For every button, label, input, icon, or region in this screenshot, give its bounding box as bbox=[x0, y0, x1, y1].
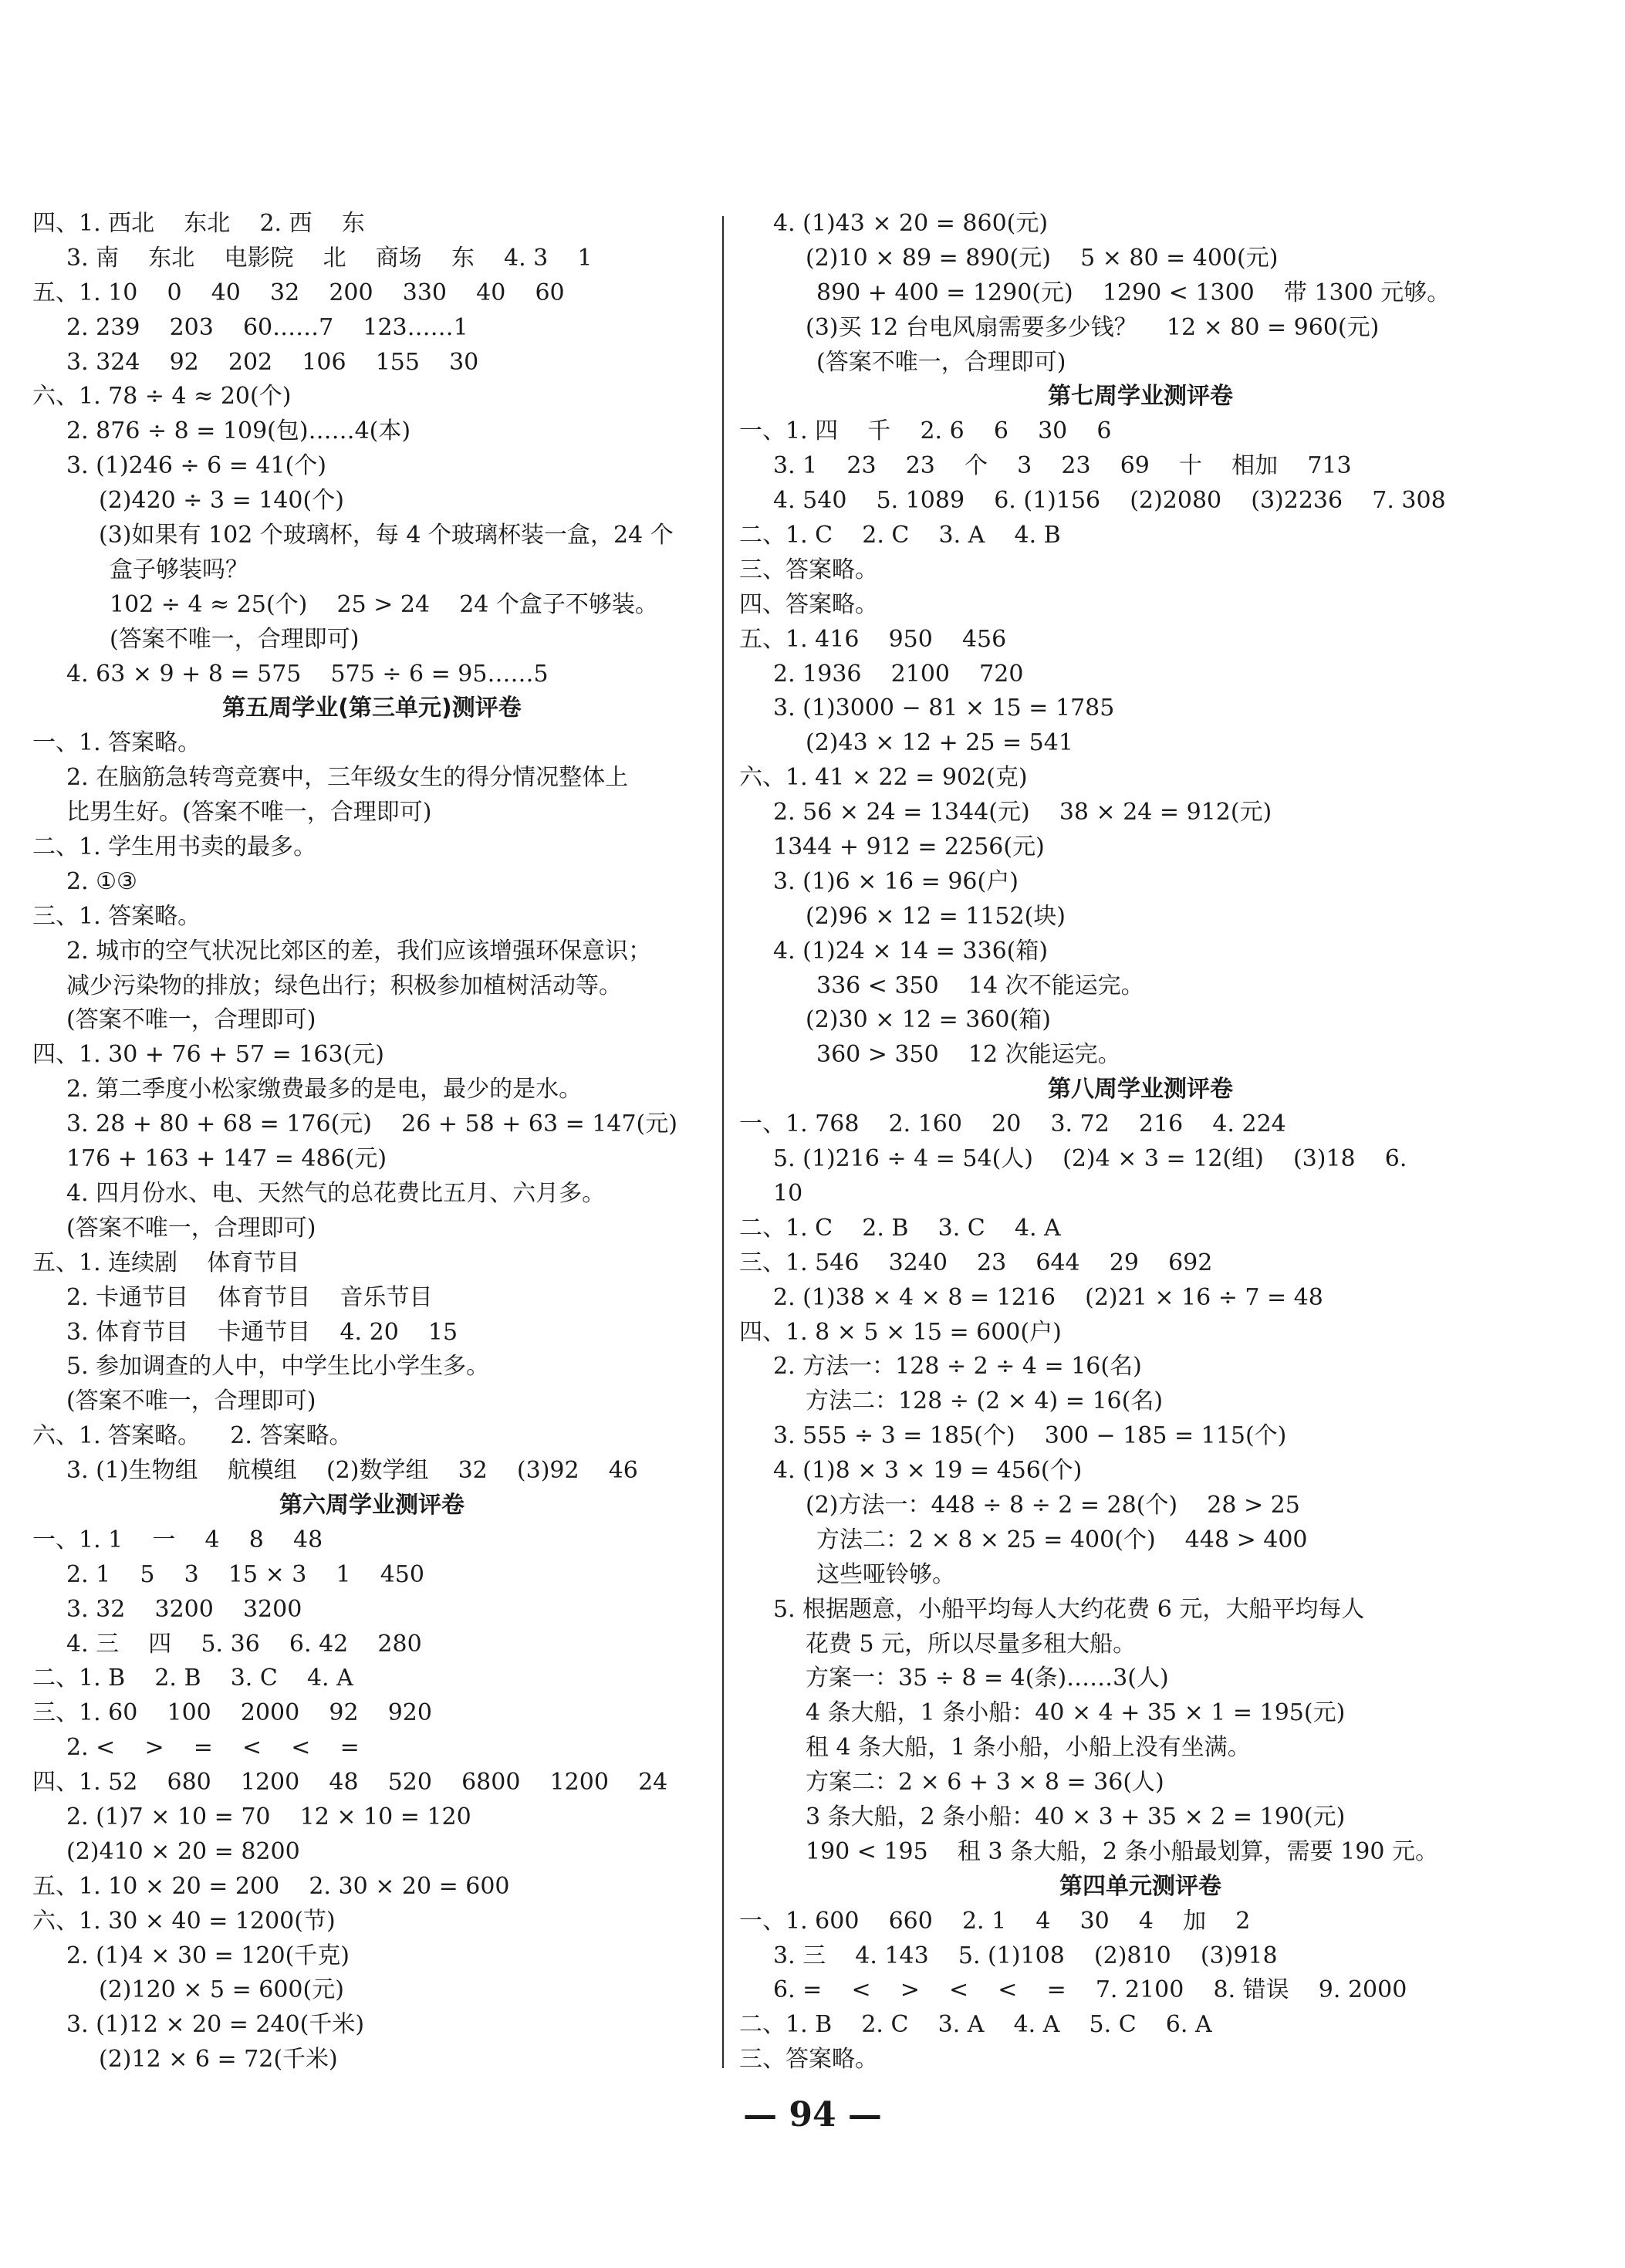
answer-line: 四、1. 30 + 76 + 57 = 163(元) bbox=[32, 1041, 384, 1069]
answer-line: 一、1. 768 2. 160 20 3. 72 216 4. 224 bbox=[739, 1110, 1286, 1138]
answer-line: 5. 参加调查的人中，中学生比小学生多。 bbox=[66, 1353, 490, 1381]
answer-line: 2. 卡通节目 体育节目 音乐节目 bbox=[66, 1283, 433, 1311]
answer-line: 3. 南 东北 电影院 北 商场 东 4. 3 1 bbox=[66, 244, 593, 272]
answer-line: 六、1. 41 × 22 = 902(克) bbox=[739, 764, 1028, 792]
answer-line: 190 < 195 租 3 条大船，2 条小船最划算，需要 190 元。 bbox=[806, 1837, 1438, 1865]
answer-line: 二、1. 学生用书卖的最多。 bbox=[32, 833, 317, 861]
answer-line: 六、1. 答案略。 2. 答案略。 bbox=[32, 1422, 353, 1450]
answer-line: 4. 四月份水、电、天然气的总花费比五月、六月多。 bbox=[66, 1179, 606, 1207]
answer-line: 360 > 350 12 次能运完。 bbox=[816, 1041, 1121, 1069]
answer-line: 2. 第二季度小松家缴费最多的是电，最少的是水。 bbox=[66, 1076, 583, 1104]
answer-line: 三、1. 546 3240 23 644 29 692 bbox=[739, 1249, 1213, 1276]
answer-line: (答案不唯一，合理即可) bbox=[66, 1006, 316, 1034]
answer-line: 一、1. 四 千 2. 6 6 30 6 bbox=[739, 417, 1112, 445]
answer-line: 5. (1)216 ÷ 4 = 54(人) (2)4 × 3 = 12(组) (3)18 6. bbox=[773, 1145, 1407, 1173]
answer-line: (2)43 × 12 + 25 = 541 bbox=[806, 729, 1073, 757]
section-heading: 第五周学业(第三单元)测评卷 bbox=[222, 695, 522, 722]
answer-line: (2)方法一：448 ÷ 8 ÷ 2 = 28(个) 28 > 25 bbox=[806, 1491, 1300, 1519]
answer-line: 三、1. 60 100 2000 92 920 bbox=[32, 1699, 432, 1727]
answer-line: 4 条大船，1 条小船：40 × 4 + 35 × 1 = 195(元) bbox=[806, 1699, 1346, 1727]
column-divider bbox=[722, 216, 724, 2068]
answer-line: 3 条大船，2 条小船：40 × 3 + 35 × 2 = 190(元) bbox=[806, 1803, 1346, 1830]
answer-line: 2. 在脑筋急转弯竞赛中，三年级女生的得分情况整体上 bbox=[66, 764, 629, 792]
answer-line: 3. (1)生物组 航模组 (2)数学组 32 (3)92 46 bbox=[66, 1457, 638, 1485]
answer-line: 花费 5 元，所以尽量多租大船。 bbox=[806, 1630, 1137, 1658]
answer-line: 二、1. B 2. B 3. C 4. A bbox=[32, 1665, 353, 1692]
answer-line: 减少污染物的排放；绿色出行；积极参加植树活动等。 bbox=[66, 972, 622, 999]
answer-line: 2. 56 × 24 = 1344(元) 38 × 24 = 912(元) bbox=[773, 799, 1272, 826]
answer-line: 3. (1)12 × 20 = 240(千米) bbox=[66, 2011, 365, 2039]
right-column bbox=[739, 207, 1542, 2077]
section-heading: 第四单元测评卷 bbox=[1059, 1872, 1221, 1900]
section-heading: 第八周学业测评卷 bbox=[1048, 1076, 1233, 1104]
answer-line: 1344 + 912 = 2256(元) bbox=[773, 833, 1045, 861]
answer-line: 3. 28 + 80 + 68 = 176(元) 26 + 58 + 63 = 147(元) bbox=[66, 1110, 677, 1138]
answer-line: 2. (1)4 × 30 = 120(千克) bbox=[66, 1942, 350, 1969]
answer-line: 三、答案略。 bbox=[739, 2046, 878, 2074]
answer-line: (2)30 × 12 = 360(箱) bbox=[806, 1006, 1051, 1034]
answer-line: 4. (1)43 × 20 = 860(元) bbox=[773, 210, 1049, 237]
answer-line: 176 + 163 + 147 = 486(元) bbox=[66, 1145, 387, 1173]
answer-line: 5. 根据题意，小船平均每人大约花费 6 元，大船平均每人 bbox=[773, 1595, 1365, 1623]
answer-line: (2)12 × 6 = 72(千米) bbox=[99, 2046, 338, 2074]
answer-line: 六、1. 78 ÷ 4 ≈ 20(个) bbox=[32, 383, 292, 411]
answer-line: 五、1. 10 0 40 32 200 330 40 60 bbox=[32, 279, 565, 306]
answer-line: 3. 324 92 202 106 155 30 bbox=[66, 348, 479, 376]
answer-line: (答案不唯一，合理即可) bbox=[816, 348, 1066, 376]
section-heading: 第七周学业测评卷 bbox=[1048, 383, 1233, 411]
answer-line: 4. 63 × 9 + 8 = 575 575 ÷ 6 = 95……5 bbox=[66, 660, 549, 688]
answer-line: 2. 方法一：128 ÷ 2 ÷ 4 = 16(名) bbox=[773, 1353, 1142, 1381]
answer-line: 方法二：128 ÷ (2 × 4) = 16(名) bbox=[806, 1388, 1164, 1415]
answer-line: 3. 体育节目 卡通节目 4. 20 15 bbox=[66, 1318, 458, 1346]
answer-line: 2. 239 203 60……7 123……1 bbox=[66, 313, 468, 341]
answer-line: 102 ÷ 4 ≈ 25(个) 25 > 24 24 个盒子不够装。 bbox=[110, 590, 658, 618]
answer-line: 3. 32 3200 3200 bbox=[66, 1595, 302, 1623]
answer-line: 一、1. 答案略。 bbox=[32, 729, 201, 757]
answer-line: 二、1. C 2. C 3. A 4. B bbox=[739, 522, 1061, 549]
answer-line: 这些哑铃够。 bbox=[816, 1560, 955, 1588]
answer-line: 租 4 条大船，1 条小船，小船上没有坐满。 bbox=[806, 1734, 1251, 1762]
answer-line: 2. 1936 2100 720 bbox=[773, 660, 1024, 688]
answer-line: 盒子够装吗？ bbox=[110, 556, 248, 583]
answer-line: 2. 876 ÷ 8 = 109(包)……4(本) bbox=[66, 417, 411, 445]
answer-line: 10 bbox=[773, 1179, 803, 1207]
answer-line: 比男生好。(答案不唯一，合理即可) bbox=[66, 799, 432, 826]
answer-line: 6. = < > < < = 7. 2100 8. 错误 9. 2000 bbox=[773, 1976, 1407, 2004]
answer-line: (答案不唯一，合理即可) bbox=[66, 1388, 316, 1415]
answer-line: 三、答案略。 bbox=[739, 556, 878, 583]
answer-line: (2)420 ÷ 3 = 140(个) bbox=[99, 487, 344, 515]
answer-line: 2. (1)38 × 4 × 8 = 1216 (2)21 × 16 ÷ 7 = 48 bbox=[773, 1283, 1323, 1311]
answer-line: 四、1. 52 680 1200 48 520 6800 1200 24 bbox=[32, 1769, 668, 1796]
answer-line: 五、1. 416 950 456 bbox=[739, 625, 1007, 653]
answer-line: 四、1. 西北 东北 2. 西 东 bbox=[32, 210, 365, 237]
left-column bbox=[32, 207, 711, 2077]
answer-line: 2. 城市的空气状况比郊区的差，我们应该增强环保意识； bbox=[66, 937, 652, 965]
answer-line: 4. (1)8 × 3 × 19 = 456(个) bbox=[773, 1457, 1083, 1485]
answer-line: (2)120 × 5 = 600(元) bbox=[99, 1976, 344, 2004]
answer-line: 3. 555 ÷ 3 = 185(个) 300 − 185 = 115(个) bbox=[773, 1422, 1287, 1450]
answer-line: 2. (1)7 × 10 = 70 12 × 10 = 120 bbox=[66, 1803, 471, 1830]
answer-line: 四、答案略。 bbox=[739, 590, 878, 618]
answer-line: 三、1. 答案略。 bbox=[32, 902, 201, 930]
answer-line: (3)如果有 102 个玻璃杯，每 4 个玻璃杯装一盒，24 个 bbox=[99, 522, 674, 549]
answer-line: (2)10 × 89 = 890(元) 5 × 80 = 400(元) bbox=[806, 244, 1279, 272]
answer-line: 四、1. 8 × 5 × 15 = 600(户) bbox=[739, 1318, 1062, 1346]
answer-line: 336 < 350 14 次不能运完。 bbox=[816, 972, 1144, 999]
answer-line: 3. (1)3000 − 81 × 15 = 1785 bbox=[773, 695, 1115, 722]
answer-line: 二、1. C 2. B 3. C 4. A bbox=[739, 1214, 1061, 1242]
answer-line: (答案不唯一，合理即可) bbox=[66, 1214, 316, 1242]
answer-line: 一、1. 1 一 4 8 48 bbox=[32, 1526, 323, 1553]
answer-line: 五、1. 10 × 20 = 200 2. 30 × 20 = 600 bbox=[32, 1872, 510, 1900]
answer-line: 3. 1 23 23 个 3 23 69 十 相加 713 bbox=[773, 452, 1352, 480]
section-heading: 第六周学业测评卷 bbox=[279, 1491, 465, 1519]
answer-line: 方案二：2 × 6 + 3 × 8 = 36(人) bbox=[806, 1769, 1164, 1796]
answer-line: (2)96 × 12 = 1152(块) bbox=[806, 902, 1066, 930]
answer-line: 2. < > = < < = bbox=[66, 1734, 360, 1762]
answer-line: 890 + 400 = 1290(元) 1290 < 1300 带 1300 元够。 bbox=[816, 279, 1451, 306]
answer-line: 2. 1 5 3 15 × 3 1 450 bbox=[66, 1560, 424, 1588]
answer-line: 方法二：2 × 8 × 25 = 400(个) 448 > 400 bbox=[816, 1526, 1308, 1553]
answer-line: 2. ①③ bbox=[66, 867, 137, 895]
answer-line: 二、1. B 2. C 3. A 4. A 5. C 6. A bbox=[739, 2011, 1212, 2039]
answer-line: 3. 三 4. 143 5. (1)108 (2)810 (3)918 bbox=[773, 1942, 1278, 1969]
answer-line: 4. 三 四 5. 36 6. 42 280 bbox=[66, 1630, 422, 1658]
answer-line: (2)410 × 20 = 8200 bbox=[66, 1837, 300, 1865]
answer-line: 五、1. 连续剧 体育节目 bbox=[32, 1249, 300, 1276]
page-number: — 94 — bbox=[743, 2095, 882, 2134]
answer-line: (答案不唯一，合理即可) bbox=[110, 625, 360, 653]
answer-line: 3. (1)246 ÷ 6 = 41(个) bbox=[66, 452, 327, 480]
answer-line: 一、1. 600 660 2. 1 4 30 4 加 2 bbox=[739, 1907, 1251, 1935]
answer-line: 3. (1)6 × 16 = 96(户) bbox=[773, 867, 1019, 895]
answer-line: 4. 540 5. 1089 6. (1)156 (2)2080 (3)2236 7. 308 bbox=[773, 487, 1446, 515]
answer-line: 方案一：35 ÷ 8 = 4(条)……3(人) bbox=[806, 1665, 1169, 1692]
answer-line: 4. (1)24 × 14 = 336(箱) bbox=[773, 937, 1049, 965]
answer-line: (3)买 12 台电风扇需要多少钱？ 12 × 80 = 960(元) bbox=[806, 313, 1380, 341]
answer-line: 六、1. 30 × 40 = 1200(节) bbox=[32, 1907, 336, 1935]
